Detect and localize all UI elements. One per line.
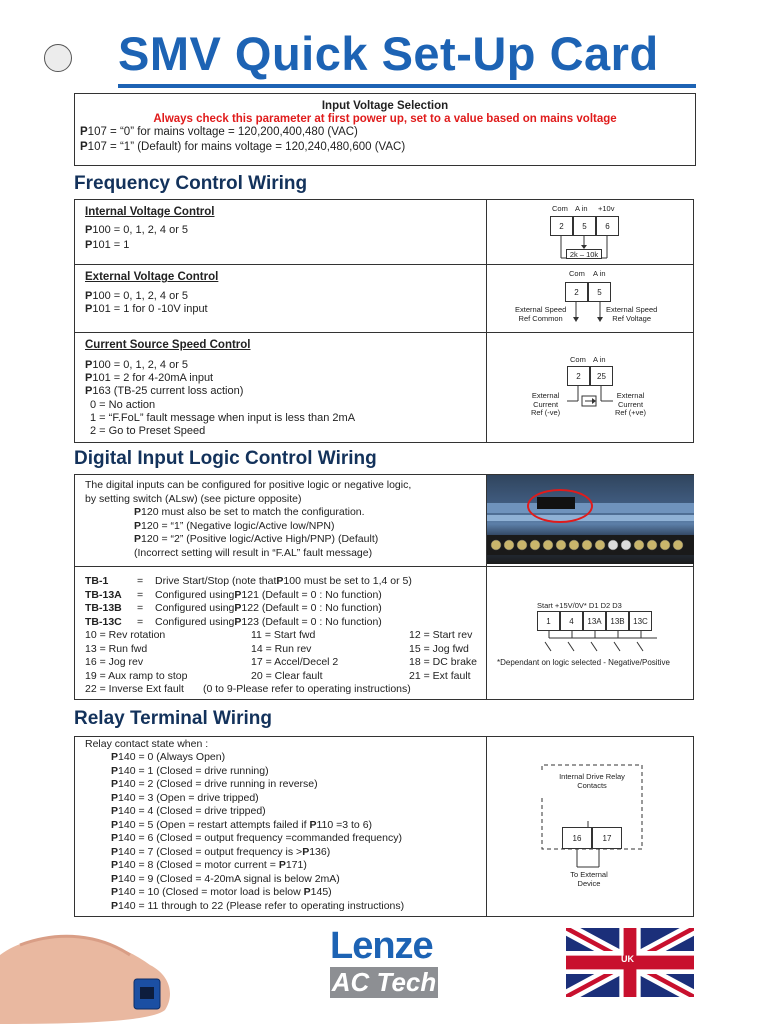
relay-line: P140 = 3 (Open = drive tripped) xyxy=(111,791,259,804)
external-label-com: Com xyxy=(569,269,585,278)
internal-label-ain: A in xyxy=(575,204,588,213)
terminal-1: 1 xyxy=(537,611,560,631)
pot-label: 2k – 10k xyxy=(566,249,602,259)
relay-table xyxy=(74,736,694,917)
terminal-25: 25 xyxy=(590,366,613,386)
digital-intro-0: The digital inputs can be configured for positive logic or negative logic, xyxy=(85,479,412,491)
external-right-note: External Speed Ref Voltage xyxy=(606,305,658,323)
relay-bottom-note: To External Device xyxy=(570,870,608,888)
digital-wiring-diagram xyxy=(487,567,693,699)
relay-line: P140 = 11 through to 22 (Please refer to operating instructions) xyxy=(111,899,405,912)
current-source-symbol xyxy=(487,333,693,442)
current-line-4: 1 = “F.FoL” fault message when input is less than 2mA xyxy=(90,411,356,424)
switch-contacts xyxy=(487,567,693,699)
current-line-3: 0 = No action xyxy=(90,398,156,411)
current-wiring-diagram xyxy=(487,333,693,442)
relay-line: P140 = 2 (Closed = drive running in reverse) xyxy=(111,778,318,790)
external-label-ain: A in xyxy=(593,269,606,278)
relay-intro: Relay contact state when : xyxy=(85,738,209,750)
p107-line-0: P107 = “0” for mains voltage = 120,200,400,480 (VAC) xyxy=(80,126,358,138)
terminal-2: 2 xyxy=(567,366,590,386)
relay-line: P140 = 9 (Closed = 4-20mA signal is below 2mA) xyxy=(111,872,340,885)
relay-line: P140 = 6 (Closed = output frequency =commanded frequency) xyxy=(111,832,402,844)
terminal-13a: 13A xyxy=(583,611,606,631)
external-voltage-title: External Voltage Control xyxy=(85,271,219,283)
relay-line: P140 = 7 (Closed = output frequency is >P136) xyxy=(111,845,331,858)
drive-switch-photo xyxy=(487,475,694,564)
relay-line: P140 = 5 (Open = restart attempts failed if P110 =3 to 6) xyxy=(111,818,373,831)
ac-tech-logo: AC Tech xyxy=(331,967,437,997)
option-row: 22 = Inverse Ext fault (0 to 9-Please refer to operating instructions) xyxy=(85,683,411,695)
digital-terminal-labels: Start +15V/0V* D1 D2 D3 xyxy=(537,601,622,610)
internal-line-0: P100 = 0, 1, 2, 4 or 5 xyxy=(85,224,189,236)
internal-label-10v: +10v xyxy=(598,204,615,213)
lenze-logo: Lenze xyxy=(330,925,433,967)
relay-line: P140 = 10 (Closed = motor load is below P145) xyxy=(111,886,332,898)
internal-line-1: P101 = 1 xyxy=(85,239,130,252)
frequency-table xyxy=(74,199,694,443)
option-row: 13 = Run fwd 14 = Run rev 15 = Jog fwd xyxy=(85,642,469,655)
relay-diagram-title: Internal Drive Relay Contacts xyxy=(543,773,641,790)
hand-holding-device-image xyxy=(0,915,200,1024)
p120-line-1: P120 = “1” (Negative logic/Active low/NPN) xyxy=(134,519,335,532)
terminal-5: 5 xyxy=(573,216,596,236)
external-wiring-diagram xyxy=(487,265,693,332)
p107-line-1: P107 = “1” (Default) for mains voltage = 120,240,480,600 (VAC) xyxy=(80,141,406,153)
terminal-2: 2 xyxy=(565,282,588,302)
punch-hole-icon xyxy=(44,44,72,72)
switch-highlight-ring xyxy=(527,489,593,523)
title-underline xyxy=(118,84,696,88)
terminal-16: 16 xyxy=(562,827,592,849)
digital-intro-1: by setting switch (ALsw) (see picture opposite) xyxy=(85,492,302,505)
external-line-1: P101 = 1 for 0 -10V input xyxy=(85,303,208,316)
p120-line-0: P120 must also be set to match the configuration. xyxy=(134,506,365,518)
current-label-ain: A in xyxy=(593,355,606,364)
external-line-0: P100 = 0, 1, 2, 4 or 5 xyxy=(85,290,189,302)
relay-line: P140 = 8 (Closed = motor current = P171) xyxy=(111,859,307,871)
terminal-6: 6 xyxy=(596,216,619,236)
option-row: 16 = Jog rev 17 = Accel/Decel 2 18 = DC brake xyxy=(85,656,477,668)
tb-row: TB-1 = Drive Start/Stop (note that P 100 must be set to 1,4 or 5) xyxy=(85,575,412,587)
relay-line: P140 = 0 (Always Open) xyxy=(111,751,226,763)
terminal-13b: 13B xyxy=(606,611,629,631)
p120-line-3: (Incorrect setting will result in “F.AL” fault message) xyxy=(134,546,373,559)
relay-section-heading: Relay Terminal Wiring xyxy=(74,708,272,729)
internal-label-com: Com xyxy=(552,204,568,213)
current-line-5: 2 = Go to Preset Speed xyxy=(90,425,206,438)
external-left-note: External Speed Ref Common xyxy=(515,305,567,323)
digital-section-heading: Digital Input Logic Control Wiring xyxy=(74,448,377,469)
input-voltage-box xyxy=(74,93,696,166)
frequency-section-heading: Frequency Control Wiring xyxy=(74,173,308,194)
terminal-2: 2 xyxy=(550,216,573,236)
p120-line-2: P120 = “2” (Positive logic/Active High/PNP) (Default) xyxy=(134,533,379,545)
page-title: SMV Quick Set-Up Card xyxy=(118,27,659,80)
terminal-screws xyxy=(487,535,694,555)
option-row: 10 = Rev rotation 11 = Start fwd 12 = Start rev xyxy=(85,629,473,641)
current-line-1: P101 = 2 for 4-20mA input xyxy=(85,372,214,385)
terminal-4: 4 xyxy=(560,611,583,631)
input-voltage-heading: Input Voltage Selection xyxy=(321,100,449,112)
current-label-com: Com xyxy=(570,355,586,364)
terminal-13c: 13C xyxy=(629,611,652,631)
current-right-note: External Current Ref (+ve) xyxy=(615,391,647,417)
relay-wiring-diagram xyxy=(487,737,693,916)
terminal-5: 5 xyxy=(588,282,611,302)
relay-line: P140 = 4 (Closed = drive tripped) xyxy=(111,805,266,817)
internal-wiring-diagram xyxy=(487,200,693,264)
tb-row: TB-13B = Configured using P 122 (Default = 0 : No function) xyxy=(85,602,382,614)
relay-line: P140 = 1 (Closed = drive running) xyxy=(111,764,269,777)
current-line-2: P163 (TB-25 current loss action) xyxy=(85,385,244,398)
tb-row: TB-13C = Configured using P 123 (Default = 0 : No function) xyxy=(85,615,382,628)
digital-footnote: *Dependant on logic selected - Negative/Positive xyxy=(497,658,670,667)
uk-flag-label: UK xyxy=(621,954,634,964)
option-row: 19 = Aux ramp to stop 20 = Clear fault 21 = Ext fault xyxy=(85,669,471,682)
current-left-note: External Current Ref (-ve) xyxy=(531,391,561,417)
terminal-17: 17 xyxy=(592,827,622,849)
internal-voltage-title: Internal Voltage Control xyxy=(85,206,215,218)
current-line-0: P100 = 0, 1, 2, 4 or 5 xyxy=(85,359,189,371)
tb-row: TB-13A = Configured using P 121 (Default = 0 : No function) xyxy=(85,588,382,601)
current-source-title: Current Source Speed Control xyxy=(85,339,251,351)
input-voltage-warning: Always check this parameter at first power up, set to a value based on mains voltage xyxy=(153,113,617,125)
